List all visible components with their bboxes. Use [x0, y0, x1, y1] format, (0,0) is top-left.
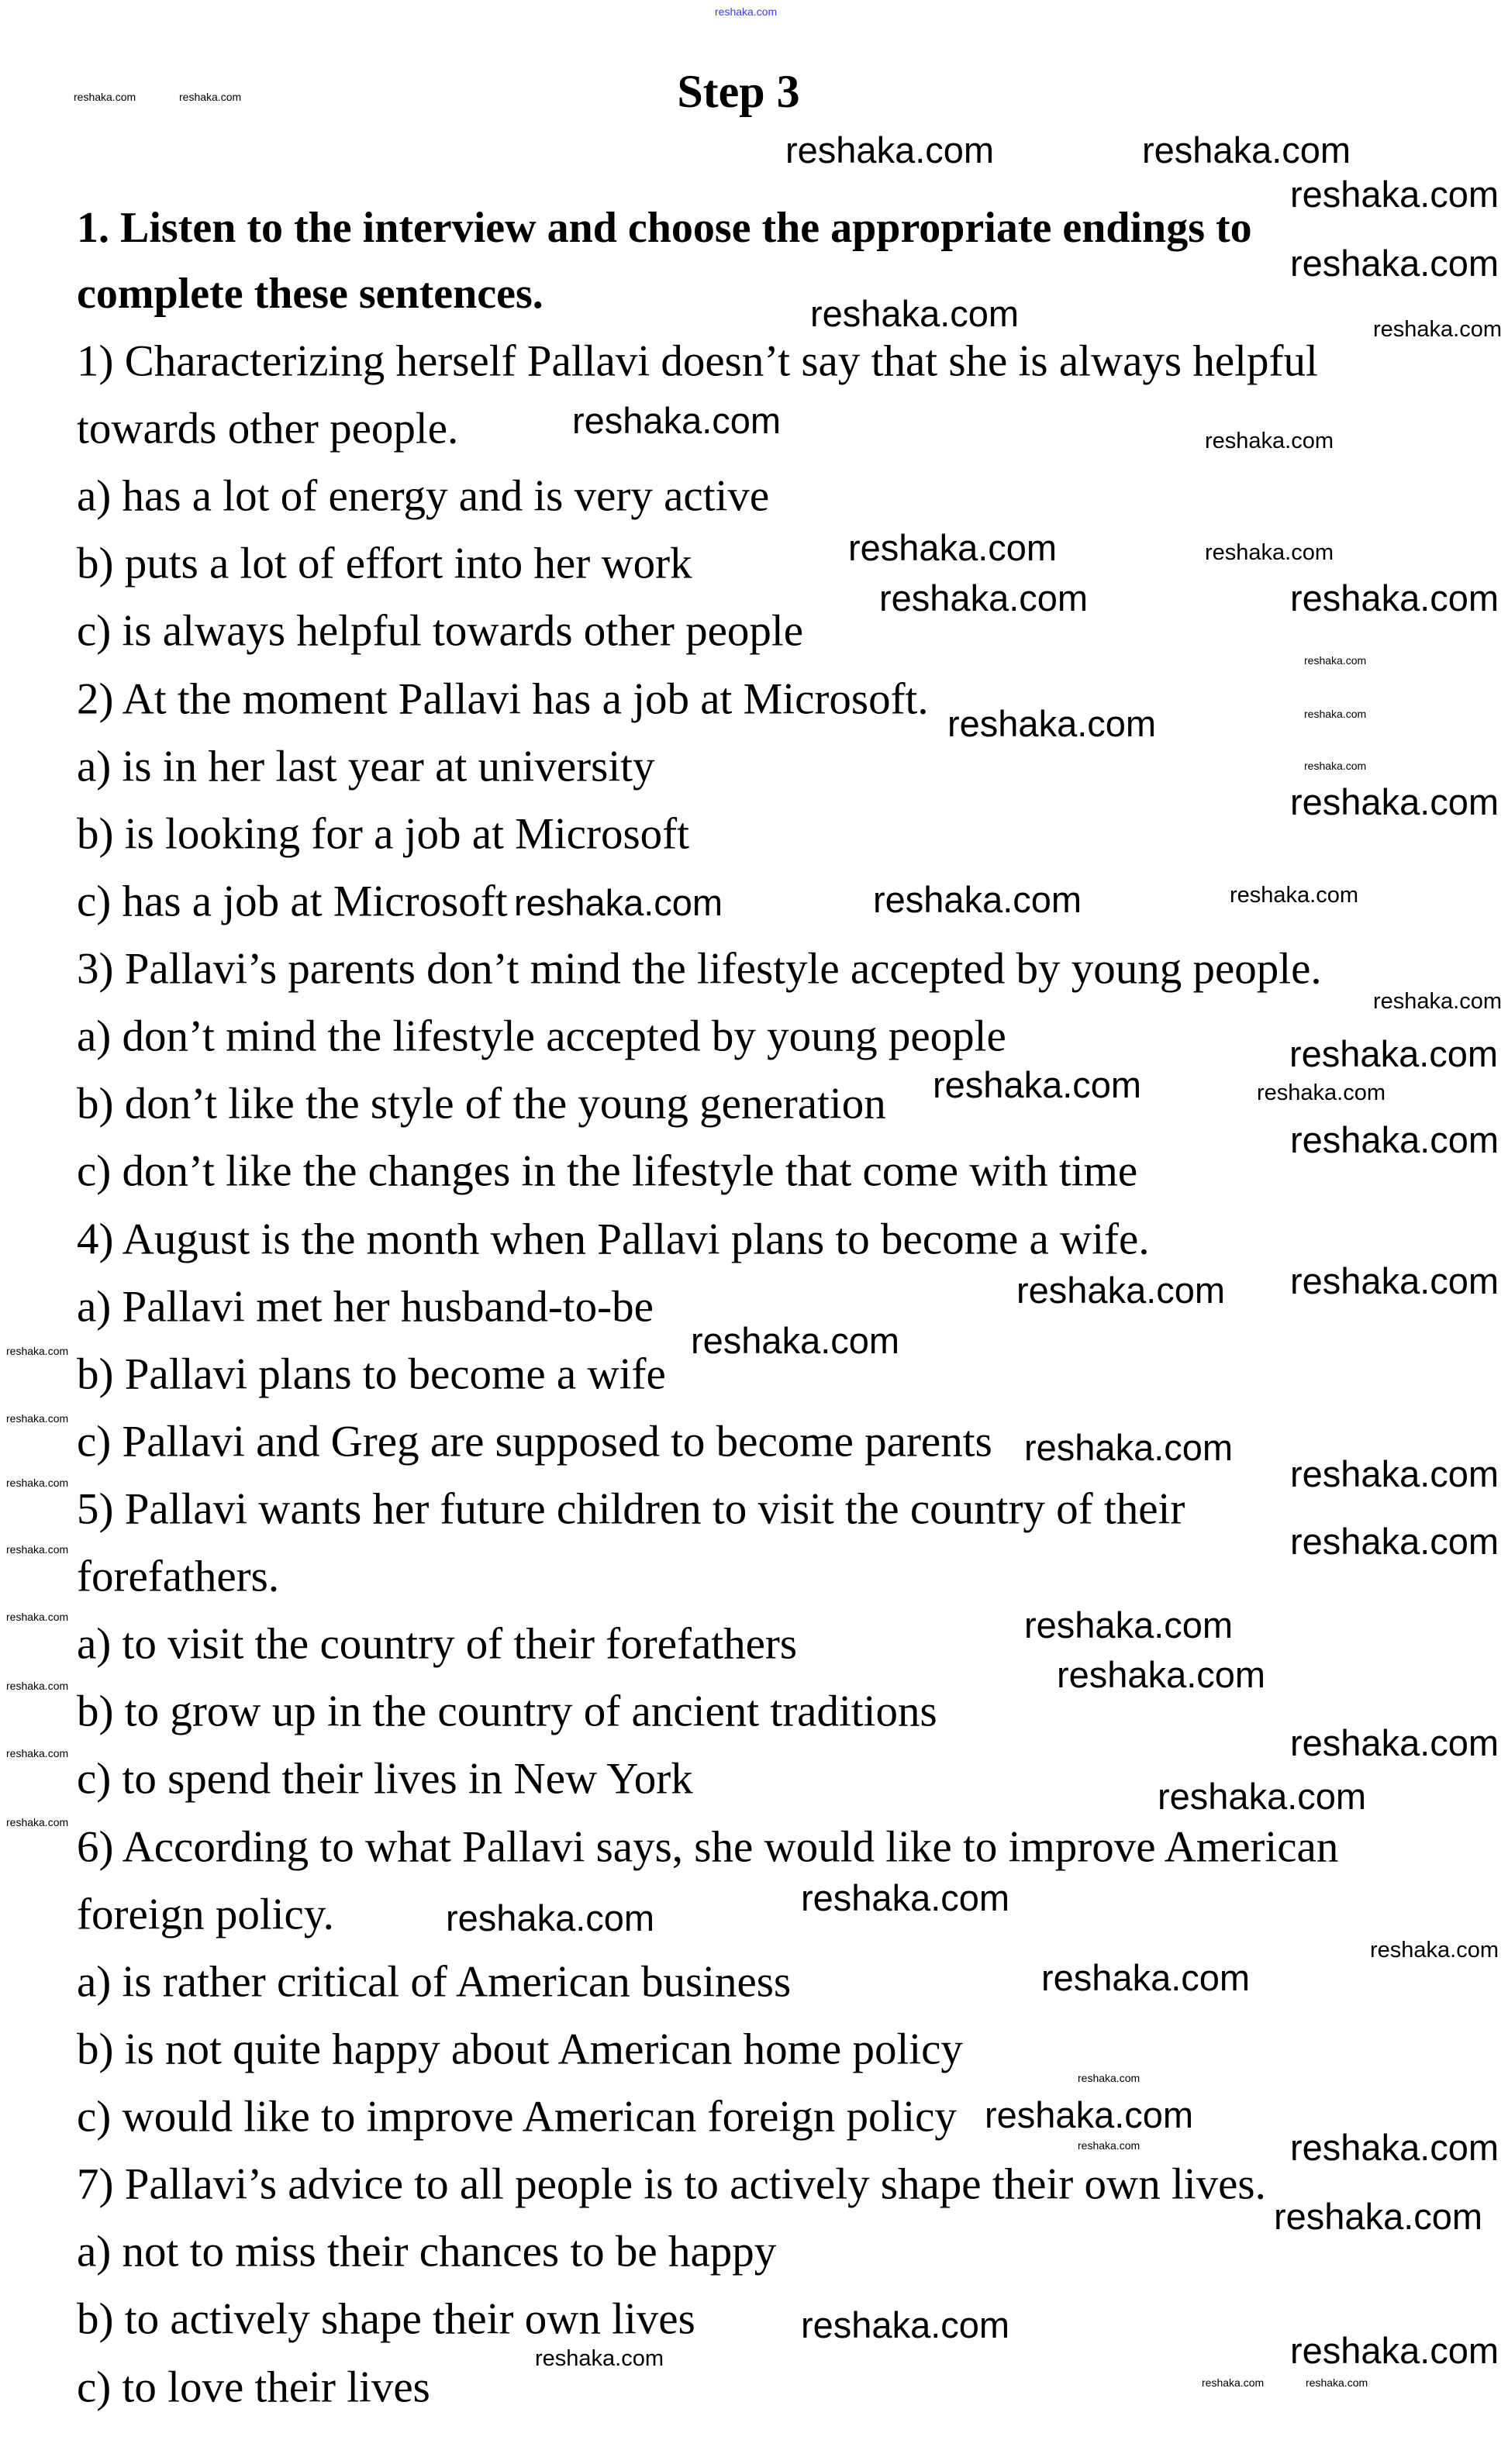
- question-1-option-c: c) is always helpful towards other people: [77, 606, 804, 656]
- watermark: reshaka.com: [947, 703, 1157, 744]
- question-5-stem: 5) Pallavi wants her future children to visit the country of their: [77, 1484, 1185, 1534]
- question-6-stem: 6) According to what Pallavi says, she would like to improve American: [77, 1822, 1339, 1872]
- question-7-option-b: b) to actively shape their own lives: [77, 2294, 695, 2344]
- question-2-stem: 2) At the moment Pallavi has a job at Microsoft.: [77, 674, 929, 724]
- question-7-option-c: c) to love their lives: [77, 2362, 430, 2412]
- watermark: reshaka.com: [1290, 174, 1499, 215]
- task-heading-line-1: 1. Listen to the interview and choose the appropriate endings to: [77, 204, 1252, 252]
- question-1-option-a: a) has a lot of energy and is very active: [77, 471, 770, 521]
- watermark: reshaka.com: [985, 2094, 1194, 2135]
- watermark: reshaka.com: [1289, 1033, 1499, 1074]
- watermark: reshaka.com: [1290, 781, 1499, 822]
- watermark: reshaka.com: [1290, 577, 1499, 619]
- watermark: reshaka.com: [572, 400, 782, 441]
- page-title: Step 3: [677, 66, 800, 117]
- question-6-stem: foreign policy.: [77, 1890, 334, 1939]
- task-heading-line-2: complete these sentences.: [77, 270, 544, 318]
- question-5-stem: forefathers.: [77, 1552, 280, 1601]
- watermark: reshaka.com: [1205, 429, 1334, 453]
- watermark: reshaka.com: [1057, 1654, 1266, 1695]
- question-3-option-b: b) don’t like the style of the young generation: [77, 1079, 886, 1129]
- watermark: reshaka.com: [1024, 1427, 1234, 1468]
- watermark: reshaka.com: [1257, 1080, 1386, 1105]
- question-5-option-c: c) to spend their lives in New York: [77, 1754, 693, 1804]
- watermark: reshaka.com: [535, 2346, 664, 2371]
- question-7-option-a: a) not to miss their chances to be happy: [77, 2227, 777, 2276]
- watermark: reshaka.com: [514, 882, 723, 923]
- watermark: reshaka.com: [1078, 2072, 1140, 2084]
- watermark: reshaka.com: [6, 1611, 69, 1623]
- watermark: reshaka.com: [6, 1412, 69, 1425]
- question-2-option-b: b) is looking for a job at Microsoft: [77, 809, 689, 859]
- watermark: reshaka.com: [715, 5, 778, 18]
- watermark: reshaka.com: [6, 1543, 69, 1556]
- question-1-option-b: b) puts a lot of effort into her work: [77, 539, 692, 588]
- watermark: reshaka.com: [1290, 1521, 1499, 1562]
- watermark: reshaka.com: [1142, 129, 1351, 171]
- watermark: reshaka.com: [691, 1320, 900, 1361]
- watermark: reshaka.com: [1306, 2376, 1368, 2389]
- watermark: reshaka.com: [1230, 883, 1359, 908]
- watermark: reshaka.com: [6, 1680, 69, 1692]
- watermark: reshaka.com: [1304, 760, 1367, 772]
- watermark: reshaka.com: [1290, 1260, 1499, 1301]
- watermark: reshaka.com: [801, 1877, 1010, 1918]
- watermark: reshaka.com: [1024, 1604, 1234, 1646]
- watermark: reshaka.com: [810, 293, 1020, 334]
- watermark: reshaka.com: [1373, 989, 1503, 1014]
- question-1-stem: 1) Characterizing herself Pallavi doesn’t say that she is always helpful: [77, 336, 1318, 386]
- watermark: reshaka.com: [848, 527, 1058, 568]
- watermark: reshaka.com: [801, 2304, 1010, 2345]
- watermark: reshaka.com: [1290, 2127, 1499, 2168]
- question-2-option-c: c) has a job at Microsoft: [77, 877, 508, 926]
- watermark: reshaka.com: [446, 1897, 655, 1938]
- question-3-option-a: a) don’t mind the lifestyle accepted by young people: [77, 1011, 1006, 1061]
- watermark: reshaka.com: [1370, 1938, 1499, 1963]
- question-6-option-b: b) is not quite happy about American home policy: [77, 2025, 963, 2074]
- watermark: reshaka.com: [6, 1345, 69, 1357]
- watermark: reshaka.com: [1290, 2330, 1499, 2371]
- watermark: reshaka.com: [1290, 1119, 1499, 1160]
- watermark: reshaka.com: [1205, 540, 1334, 565]
- watermark: reshaka.com: [74, 91, 136, 103]
- watermark: reshaka.com: [1041, 1957, 1251, 1998]
- question-5-option-a: a) to visit the country of their forefathers: [77, 1619, 798, 1669]
- watermark: reshaka.com: [1290, 1453, 1499, 1494]
- question-3-option-c: c) don’t like the changes in the lifestyle that come with time: [77, 1146, 1138, 1196]
- watermark: reshaka.com: [6, 1477, 69, 1489]
- watermark: reshaka.com: [1304, 654, 1367, 667]
- watermark: reshaka.com: [1158, 1776, 1367, 1817]
- watermark: reshaka.com: [1304, 708, 1367, 720]
- question-4-stem: 4) August is the month when Pallavi plans to become a wife.: [77, 1215, 1150, 1264]
- watermark: reshaka.com: [879, 577, 1089, 619]
- question-6-option-c: c) would like to improve American foreign policy: [77, 2092, 957, 2142]
- question-4-option-a: a) Pallavi met her husband-to-be: [77, 1282, 654, 1332]
- question-5-option-b: b) to grow up in the country of ancient traditions: [77, 1687, 937, 1736]
- watermark: reshaka.com: [1373, 317, 1503, 342]
- question-4-option-c: c) Pallavi and Greg are supposed to become parents: [77, 1417, 992, 1466]
- watermark: reshaka.com: [1290, 243, 1499, 284]
- watermark: reshaka.com: [179, 91, 242, 103]
- watermark: reshaka.com: [785, 129, 995, 171]
- question-7-stem: 7) Pallavi’s advice to all people is to actively shape their own lives.: [77, 2159, 1266, 2209]
- watermark: reshaka.com: [6, 1816, 69, 1828]
- question-6-option-a: a) is rather critical of American business: [77, 1957, 792, 2007]
- watermark: reshaka.com: [1274, 2196, 1483, 2237]
- watermark: reshaka.com: [6, 1747, 69, 1759]
- watermark: reshaka.com: [1016, 1270, 1226, 1311]
- watermark: reshaka.com: [1290, 1722, 1499, 1763]
- watermark: reshaka.com: [873, 879, 1082, 920]
- watermark: reshaka.com: [1078, 2139, 1140, 2152]
- watermark: reshaka.com: [1202, 2376, 1265, 2389]
- question-2-option-a: a) is in her last year at university: [77, 742, 655, 791]
- question-1-stem: towards other people.: [77, 404, 459, 453]
- watermark: reshaka.com: [933, 1064, 1142, 1105]
- question-4-option-b: b) Pallavi plans to become a wife: [77, 1349, 666, 1399]
- question-3-stem: 3) Pallavi’s parents don’t mind the lifestyle accepted by young people.: [77, 944, 1322, 994]
